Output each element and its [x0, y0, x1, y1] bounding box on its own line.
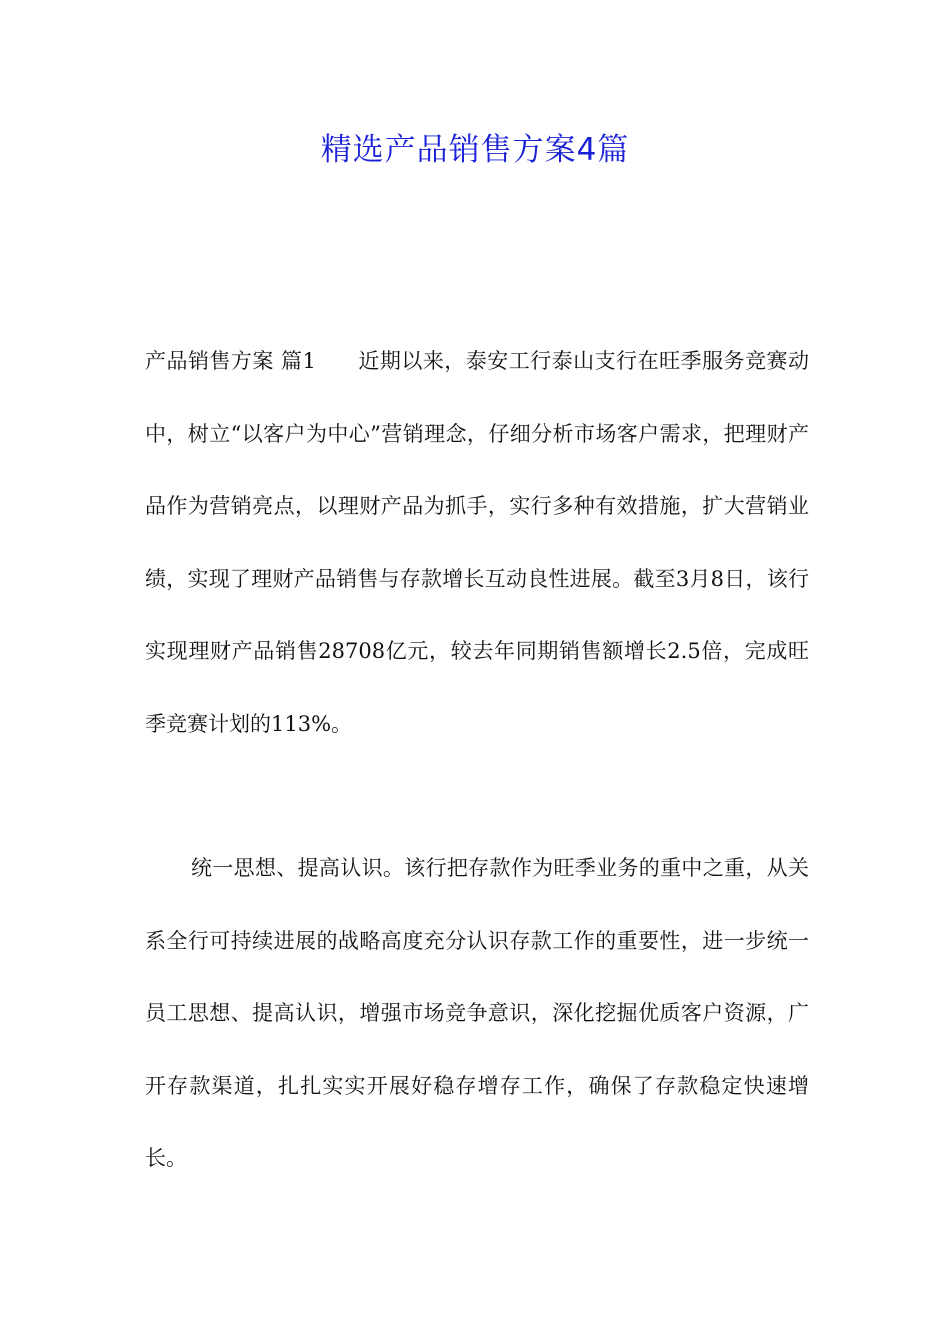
section-heading: 产品销售方案 篇1	[145, 349, 316, 373]
paragraph-1-text: 近期以来，泰安工行泰山支行在旺季服务竞赛动中，树立“以客户为中心”营销理念，仔细分析市场客户需求，把理财产品作为营销亮点，以理财产品为抓手，实行多种有效措施，扩大营销业绩，实现了理财产品销售与存款增长互动良性进展。截至3月8日，该行实现理财产品销售28708亿元，较去年同期销售额增长2.5倍，完成旺季竞赛计划的113%。	[145, 349, 809, 736]
document-title: 精选产品销售方案4篇	[320, 132, 630, 168]
paragraph-1	[145, 325, 809, 760]
paragraph-2: 统一思想、提高认识。该行把存款作为旺季业务的重中之重，从关系全行可持续进展的战略高度充分认识存款工作的重要性，进一步统一员工思想、提高认识，增强市场竞争意识，深化挖掘优质客户资源，广开存款渠道，扎扎实实开展好稳存增存工作，确保了存款稳定快速增长。	[145, 856, 809, 1170]
